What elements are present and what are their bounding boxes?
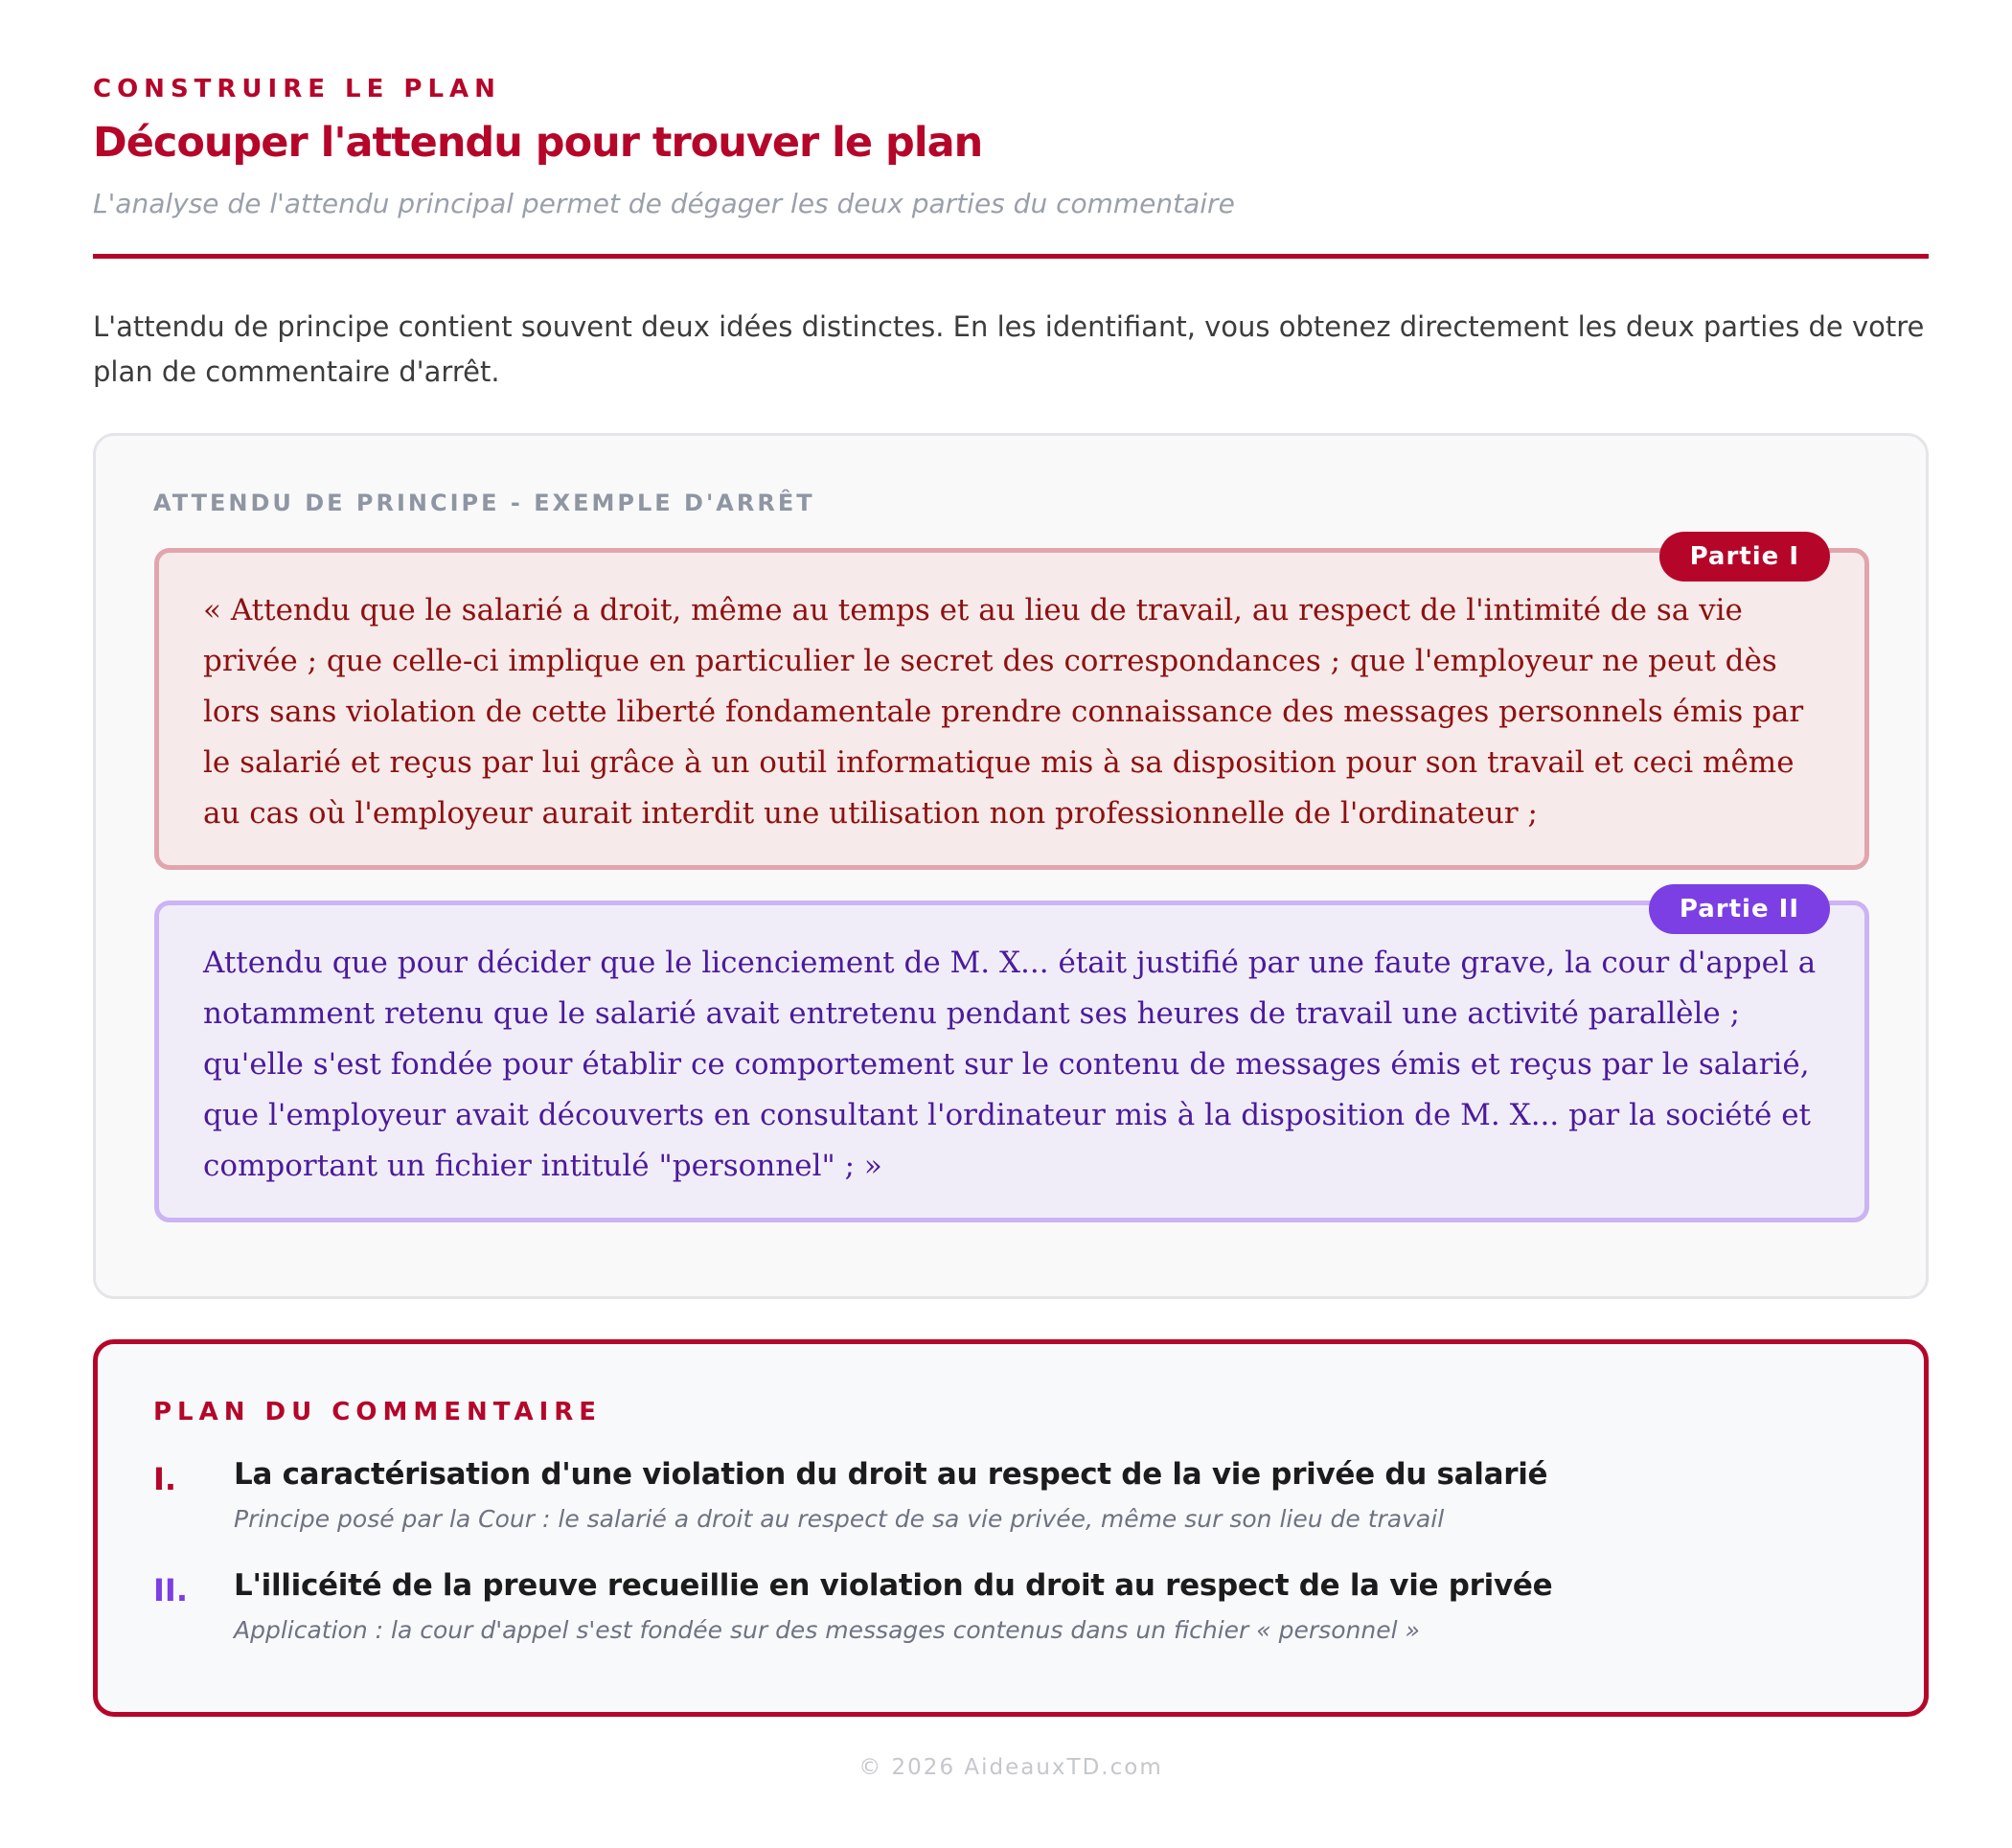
plan-item-2-description: Application : la cour d'appel s'est fondée sur des messages contenus dans un fichier « personnel » <box>234 1616 1420 1644</box>
attendu-part-1-text: « Attendu que le salarié a droit, même au temps et au lieu de travail, au respect de l'intimité de sa vie privée ; que celle-ci implique en particulier le secret des correspondances ; que l'employeur ne peut dès lors sans violation de cette liberté fondamentale prendre connaissance des messages personnels émis par le salarié et reçus par lui grâce à un outil informatique mis à sa disposition pour son travail et ceci même au cas où l'employeur aurait interdit une utilisation non professionnelle de l'ordinateur ; <box>203 593 1804 831</box>
page-subtitle: L'analyse de l'attendu principal permet de dégager les deux parties du commentaire <box>93 188 1235 219</box>
page-title: Découper l'attendu pour trouver le plan <box>93 119 983 167</box>
partie-1-badge: Partie I <box>1659 532 1830 582</box>
plan-item-1-description: Principe posé par la Cour : le salarié a droit au respect de sa vie privée, même sur son lieu de travail <box>234 1505 1445 1533</box>
partie-2-badge: Partie II <box>1649 884 1830 934</box>
plan-item-1-numeral: I. <box>153 1461 177 1497</box>
footer-copyright: © 2026 AideauxTD.com <box>858 1755 1163 1780</box>
attendu-panel <box>93 433 1929 1299</box>
attendu-label: ATTENDU DE PRINCIPE - EXEMPLE D'ARRÊT <box>153 490 815 516</box>
section-eyebrow: CONSTRUIRE LE PLAN <box>93 75 501 103</box>
title-divider <box>93 254 1929 259</box>
attendu-part-2-text: Attendu que pour décider que le licenciement de M. X... était justifié par une faute grave, la cour d'appel a notamment retenu que le salarié avait entretenu pendant ses heures de travail une activité parallèle ; qu'elle s'est fondée pour établir ce comportement sur le contenu de messages émis et reçus par le salarié, que l'employeur avait découverts en consultant l'ordinateur mis à la disposition de M. X... par la société et comportant un fichier intitulé "personnel" ; » <box>203 946 1817 1183</box>
attendu-part-2 <box>154 895 1869 1222</box>
plan-item-2-heading: L'illicéité de la preuve recueillie en violation du droit au respect de la vie privée <box>234 1568 1553 1603</box>
plan-item-2-numeral: II. <box>153 1572 188 1608</box>
plan-box <box>93 1339 1929 1717</box>
plan-title: PLAN DU COMMENTAIRE <box>153 1398 603 1426</box>
attendu-part-1 <box>154 542 1869 870</box>
intro-paragraph: L'attendu de principe contient souvent deux idées distinctes. En les identifiant, vous obtenez directement les deux parties de votre plan de commentaire d'arrêt. <box>93 310 1925 388</box>
plan-item-1-heading: La caractérisation d'une violation du droit au respect de la vie privée du salarié <box>234 1457 1548 1492</box>
